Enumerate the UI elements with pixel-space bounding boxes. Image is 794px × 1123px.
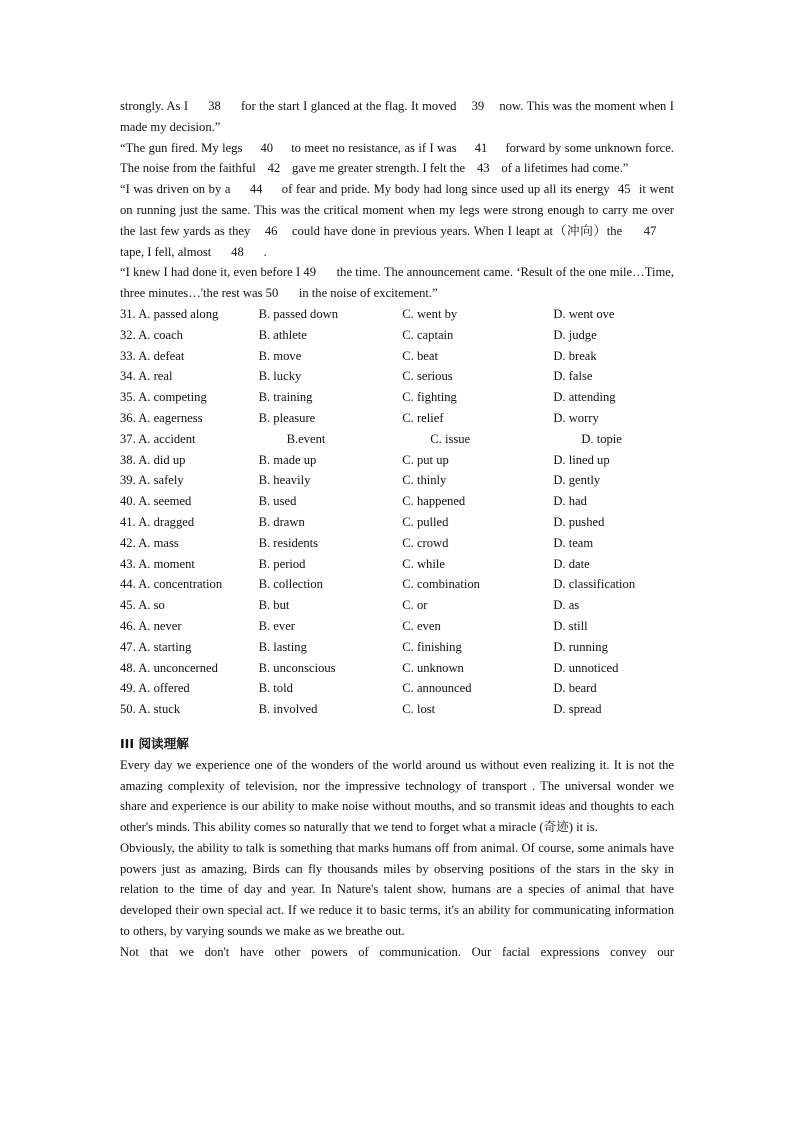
option-a: 47. A. starting [120, 639, 192, 654]
blank-40: 40 [260, 140, 274, 155]
option-c: C. relief [402, 410, 444, 425]
blank-46: 46 [264, 223, 278, 238]
option-c: C. unknown [402, 660, 464, 675]
option-d: D. classification [553, 577, 636, 592]
cloze-text: it went on running just the same. This was the critical moment when my legs were strong [120, 182, 674, 217]
option-a: 48. A. unconcerned [120, 660, 218, 675]
option-c: C. lost [402, 702, 436, 717]
option-c: C. announced [402, 681, 472, 696]
option-row [120, 408, 674, 429]
cloze-text: “The gun fired. My legs [120, 140, 243, 155]
blank-42: 42 [267, 161, 281, 176]
option-b: B. used [258, 494, 297, 509]
option-a: 35. A. competing [120, 390, 207, 405]
option-row [120, 346, 674, 367]
option-b: B. lasting [258, 639, 307, 654]
option-row [120, 595, 674, 616]
option-b: B. told [258, 681, 293, 696]
option-a: 32. A. coach [120, 327, 183, 342]
option-row [120, 574, 674, 595]
option-row [120, 533, 674, 554]
option-d: D. gently [553, 473, 601, 488]
blank-49: 49 [303, 265, 316, 280]
exam-page [120, 96, 674, 963]
option-b: B. unconscious [258, 660, 336, 675]
options-table [120, 304, 674, 720]
option-row [120, 554, 674, 575]
cloze-text: one mile…Time, three minutes…'the rest was [120, 265, 674, 301]
blank-38: 38 [208, 99, 221, 113]
cloze-text: When I leapt at（冲向）the [473, 223, 623, 238]
option-b: B. made up [258, 452, 317, 467]
option-a: 38. A. did up [120, 452, 186, 467]
option-c: C. combination [402, 577, 480, 592]
option-c: C. finishing [402, 639, 462, 654]
option-b: B. ever [258, 618, 295, 633]
option-c: C. captain [402, 327, 454, 342]
option-c: C. pulled [402, 514, 449, 529]
option-a: 33. A. defeat [120, 348, 185, 363]
cloze-text: in the noise of excitement.” [298, 286, 438, 301]
option-a: 44. A. concentration [120, 577, 223, 592]
blank-45: 45 [617, 182, 631, 197]
option-row [120, 637, 674, 658]
option-a: 39. A. safely [120, 473, 184, 488]
option-b: B. residents [258, 535, 319, 550]
option-d: D. as [553, 598, 580, 613]
option-c: C. went by [402, 306, 458, 321]
option-a: 41. A. dragged [120, 514, 195, 529]
option-b: B.event [286, 431, 326, 446]
cloze-text: gave me greater strength. I felt the [292, 161, 466, 176]
option-c: C. thinly [402, 473, 447, 488]
blank-47: 47 [643, 223, 657, 238]
option-c: C. put up [402, 452, 449, 467]
option-b: B. but [258, 598, 290, 613]
cloze-text: for the start I glanced at the flag. It moved [240, 99, 457, 113]
option-d: D. went ove [553, 306, 615, 321]
option-d: D. worry [553, 410, 599, 425]
cloze-paragraph-3 [120, 179, 674, 262]
option-row [120, 616, 674, 637]
option-a: 37. A. accident [120, 431, 196, 446]
option-row [120, 678, 674, 699]
option-row [120, 658, 674, 679]
option-a: 34. A. real [120, 369, 173, 384]
option-row [120, 304, 674, 325]
cloze-text: ‘Result of the [516, 265, 586, 280]
option-d: D. topie [581, 431, 622, 446]
blank-44: 44 [249, 182, 263, 197]
option-row [120, 470, 674, 491]
blank-50: 50 [265, 286, 279, 301]
cloze-text: “I knew I had done it, even before I [120, 265, 301, 280]
option-b: B. heavily [258, 473, 311, 488]
cloze-text: enough to carry me over the last few yards as they [120, 202, 674, 238]
option-row [120, 699, 674, 720]
blank-41: 41 [474, 140, 488, 155]
option-a: 46. A. never [120, 618, 182, 633]
option-row [120, 512, 674, 533]
option-d: D. spread [553, 702, 602, 717]
option-a: 50. A. stuck [120, 702, 181, 717]
blank-48: 48 [231, 244, 244, 259]
option-c: C. beat [402, 348, 438, 363]
option-c: C. issue [430, 431, 471, 446]
option-b: B. move [258, 348, 302, 363]
option-row [120, 491, 674, 512]
cloze-text: now. This was the [499, 99, 591, 113]
option-b: B. passed down [258, 306, 339, 321]
cloze-text: of fear and pride. My body had long since used up all its energy [281, 182, 610, 197]
reading-passage [120, 755, 674, 963]
cloze-text: unknown force. The noise from the faithful [120, 140, 674, 176]
option-d: D. attending [553, 390, 616, 405]
option-c: C. crowd [402, 535, 449, 550]
cloze-text: of a [501, 161, 521, 176]
option-c: C. happened [402, 494, 466, 509]
blank-43: 43 [476, 161, 490, 176]
option-d: D. unnoticed [553, 660, 619, 675]
option-row [120, 366, 674, 387]
cloze-paragraph-2 [120, 138, 674, 180]
option-a: 31. A. passed along [120, 306, 219, 321]
cloze-text: strongly. As I [120, 99, 189, 113]
option-b: B. training [258, 390, 313, 405]
cloze-text: forward by some [505, 140, 592, 155]
option-row [120, 450, 674, 471]
cloze-text: to meet no resistance, as if I was [291, 140, 457, 155]
option-d: D. break [553, 348, 597, 363]
option-b: B. drawn [258, 514, 305, 529]
option-c: C. while [402, 556, 445, 571]
option-b: B. lucky [258, 369, 302, 384]
reading-paragraph-1: Every day we experience one of the wonders of the world around us without even realizing it. It is not the amazing complexity of television, nor the impressive technology of transport . The universal wonder we share and experience is our ability to make noise without mouths, and so transmit ideas and thoughts to each other's minds. This ability comes so naturally that we tend to forget what a miracle (奇迹) it is. [120, 757, 674, 835]
cloze-text: could have done in previous years. [291, 223, 471, 238]
section-title: III 阅读理解 [120, 735, 189, 751]
option-d: D. lined up [553, 452, 610, 467]
option-d: D. false [553, 369, 593, 384]
option-b: B. collection [258, 577, 323, 592]
option-d: D. pushed [553, 514, 605, 529]
option-row [120, 429, 674, 450]
option-a: 36. A. eagerness [120, 410, 203, 425]
option-row [120, 387, 674, 408]
cloze-text: tape, I fell, almost [120, 244, 212, 259]
reading-paragraph-2: Obviously, the ability to talk is something that marks humans off from animal. Of course, some animals have powers just as amazing, Birds can fly thousands miles by observing positions of the stars in the sky in relation to the time of day and year. In Nature's talent show, humans are a species of animal that have developed their own special act. If we reduce it to basic terms, it's an ability for communicating information to others, by varying sounds we make as we breathe out. [120, 840, 674, 939]
option-c: C. serious [402, 369, 453, 384]
cloze-text: moment when I made my decision.” [120, 99, 674, 134]
option-b: B. pleasure [258, 410, 316, 425]
cloze-text: “I was driven on by a [120, 182, 231, 197]
option-d: D. beard [553, 681, 597, 696]
option-d: D. had [553, 494, 587, 509]
cloze-text: the time. The announcement came. [336, 265, 514, 280]
option-row [120, 325, 674, 346]
option-d: D. still [553, 618, 588, 633]
option-a: 43. A. moment [120, 556, 195, 571]
cloze-paragraph-4 [120, 262, 674, 304]
option-c: C. fighting [402, 390, 457, 405]
option-a: 49. A. offered [120, 681, 190, 696]
option-d: D. team [553, 535, 594, 550]
reading-paragraph-3: Not that we don't have other powers of communication. Our facial expressions convey our [120, 944, 674, 959]
option-a: 42. A. mass [120, 535, 179, 550]
option-d: D. judge [553, 327, 597, 342]
cloze-text: lifetimes had come.” [523, 161, 629, 176]
cloze-paragraph-1 [120, 96, 674, 138]
option-d: D. date [553, 556, 590, 571]
option-d: D. running [553, 639, 608, 654]
option-a: 45. A. so [120, 598, 165, 613]
option-c: C. even [402, 618, 441, 633]
cloze-text: . [263, 244, 267, 259]
option-b: B. involved [258, 702, 318, 717]
option-b: B. period [258, 556, 306, 571]
option-c: C. or [402, 598, 428, 613]
option-a: 40. A. seemed [120, 494, 192, 509]
blank-39: 39 [471, 99, 485, 113]
option-b: B. athlete [258, 327, 307, 342]
